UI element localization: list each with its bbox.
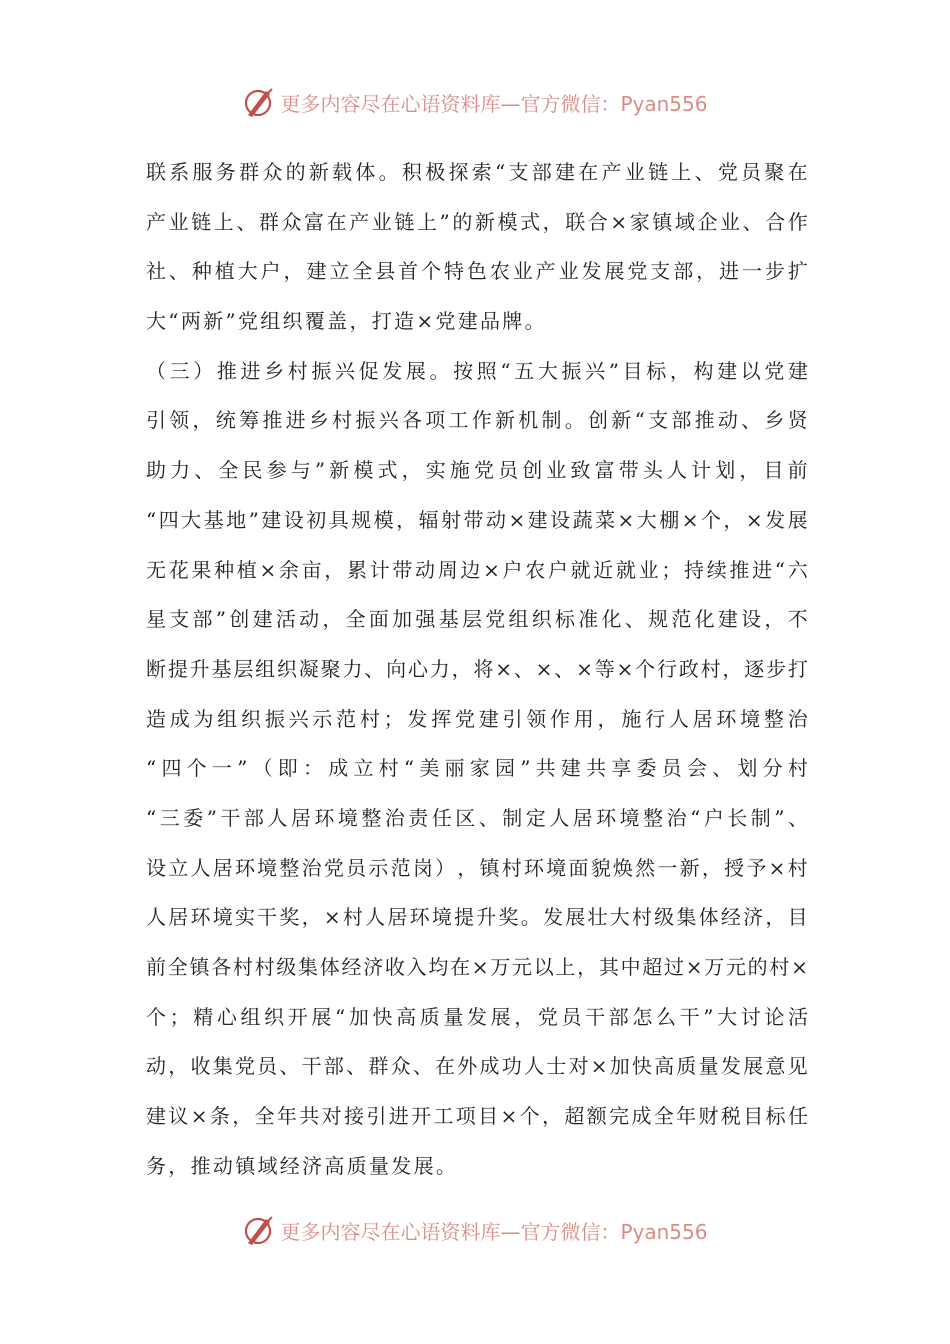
footer-watermark bbox=[0, 1210, 950, 1250]
paragraph-line: 助 力 、 全 民 参 与 ” 新 模 式 ， 实 施 党 员 创 业 致 富 带 头 人 计 划 ， 目 前 bbox=[146, 458, 808, 483]
watermark-text: 更多内容尽在心语资料库—官方微信：Pyan556 bbox=[280, 91, 708, 116]
paragraph-line: 务，推动镇域经济高质量发展。 bbox=[146, 1153, 459, 1178]
paragraph-line: 联 系 服 务 群 众 的 新 载 体 。 积 极 探 索 “ 支 部 建 在 产 业 链 上 、 党 员 聚 在 bbox=[146, 160, 808, 184]
document-body bbox=[146, 148, 808, 1191]
paragraph-line: 动 ， 收 集 党 员 、 干 部 、 群 众 、 在 外 成 功 人 士 对 × 加 快 高 质 量 发 展 意 见 bbox=[146, 1054, 808, 1079]
paragraph-line: “ 四 个 一 ” （ 即 ： 成 立 村 “ 美 丽 家 园 ” 共 建 共 享 委 员 会 、 划 分 村 bbox=[146, 756, 808, 781]
paragraph-line: 引 领 ， 统 筹 推 进 乡 村 振 兴 各 项 工 作 新 机 制 。 创 新 “ 支 部 推 动 、 乡 贤 bbox=[146, 408, 808, 433]
paragraph-line: 设 立 人 居 环 境 整 治 党 员 示 范 岗 ） ， 镇 村 环 境 面 貌 焕 然 一 新 ， 授 予 × 村 bbox=[146, 855, 808, 880]
paragraph-line: 社 、 种 植 大 户 ， 建 立 全 县 首 个 特 色 农 业 产 业 发 展 党 支 部 ， 进 一 步 扩 bbox=[146, 259, 808, 284]
paragraph-line: 建 议 × 条 ， 全 年 共 对 接 引 进 开 工 项 目 × 个 ， 超 额 完 成 全 年 财 税 目 标 任 bbox=[146, 1104, 808, 1129]
paragraph-line: 前 全 镇 各 村 村 级 集 体 经 济 收 入 均 在 × 万 元 以 上 ， 其 中 超 过 × 万 元 的 村 × bbox=[146, 955, 808, 979]
watermark-text: 更多内容尽在心语资料库—官方微信：Pyan556 bbox=[280, 1219, 708, 1244]
paragraph-line: “ 三 委 ” 干 部 人 居 环 境 整 治 责 任 区 、 制 定 人 居 环 境 整 治 “ 户 长 制 ” 、 bbox=[146, 805, 808, 830]
pen-circle-icon bbox=[242, 1213, 276, 1247]
header-watermark bbox=[0, 82, 950, 122]
paragraph-line: 个 ； 精 心 组 织 开 展 “ 加 快 高 质 量 发 展 ， 党 员 干 部 怎 么 干 ” 大 讨 论 活 bbox=[146, 1004, 808, 1029]
paragraph-line: “ 四 大 基 地 ” 建 设 初 具 规 模 ， 辐 射 带 动 × 建 设 蔬 菜 × 大 棚 × 个 ， × 发 展 bbox=[146, 507, 808, 532]
pen-circle-icon bbox=[242, 85, 276, 119]
paragraph-line: （ 三 ） 推 进 乡 村 振 兴 促 发 展 。 按 照 “ 五 大 振 兴 ” 目 标 ， 构 建 以 党 建 bbox=[146, 358, 808, 383]
paragraph-line: 断 提 升 基 层 组 织 凝 聚 力 、 向 心 力 ， 将 × 、 × 、 × 等 × 个 行 政 村 ， 逐 步 打 bbox=[146, 656, 808, 681]
paragraph-line: 大“两新”党组织覆盖，打造×党建品牌。 bbox=[146, 309, 547, 334]
paragraph-line: 人 居 环 境 实 干 奖 ， × 村 人 居 环 境 提 升 奖 。 发 展 壮 大 村 级 集 体 经 济 ， 目 bbox=[146, 905, 808, 930]
paragraph-line: 造 成 为 组 织 振 兴 示 范 村 ； 发 挥 党 建 引 领 作 用 ， 施 行 人 居 环 境 整 治 bbox=[146, 706, 808, 731]
paragraph-line: 产 业 链 上 、 群 众 富 在 产 业 链 上 ” 的 新 模 式 ， 联 合 × 家 镇 域 企 业 、 合 作 bbox=[146, 209, 808, 234]
paragraph-line: 无 花 果 种 植 × 余 亩 ， 累 计 带 动 周 边 × 户 农 户 就 近 就 业 ； 持 续 推 进 “ 六 bbox=[146, 557, 808, 582]
paragraph-line: 星 支 部 ” 创 建 活 动 ， 全 面 加 强 基 层 党 组 织 标 准 化 、 规 范 化 建 设 ， 不 bbox=[146, 607, 808, 632]
